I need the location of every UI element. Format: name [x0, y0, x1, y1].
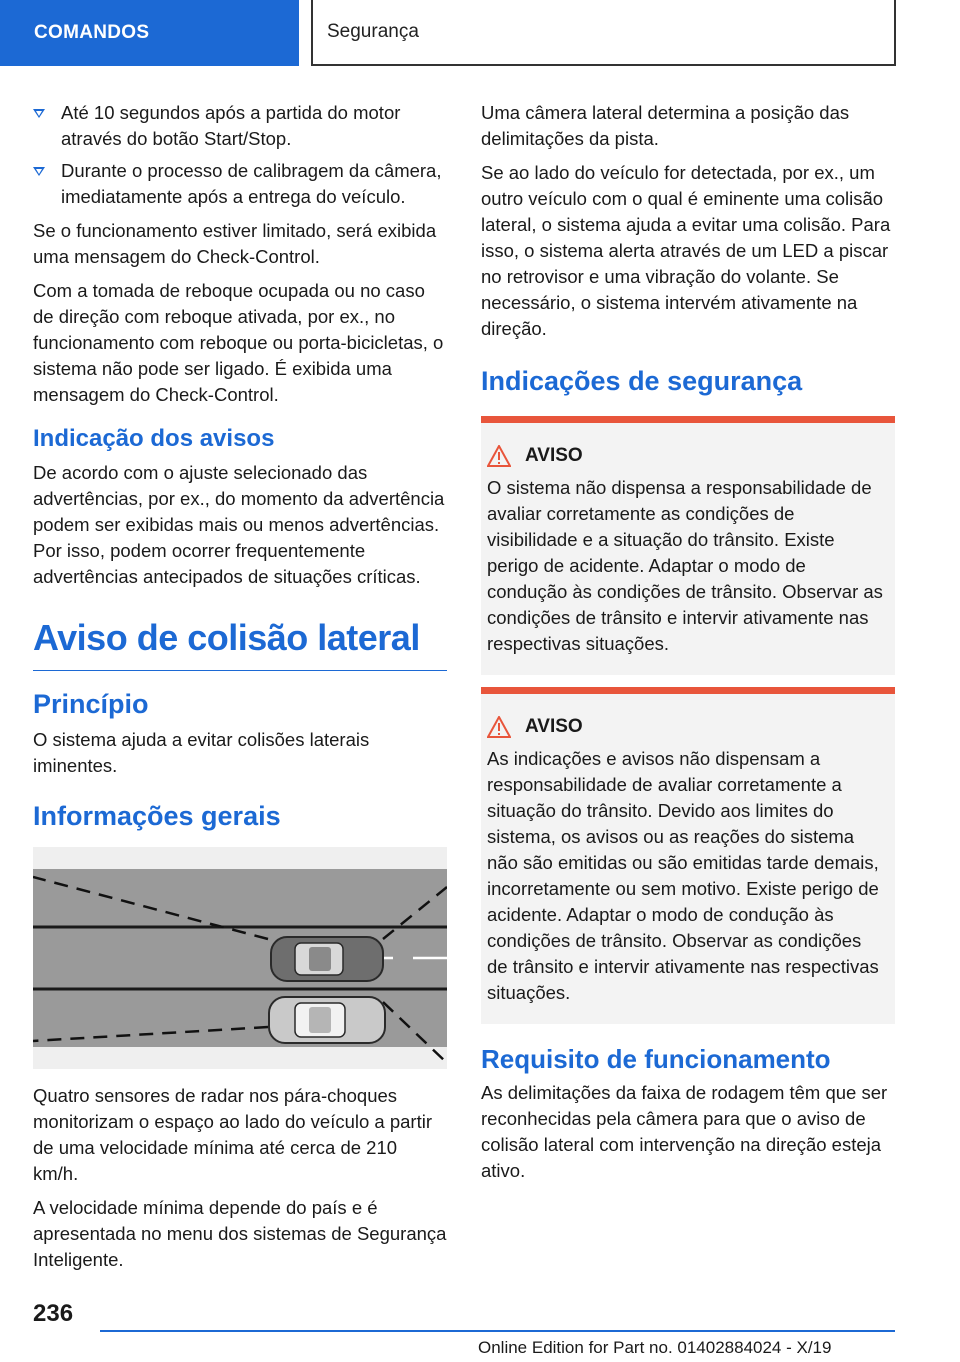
side-collision-diagram	[33, 847, 447, 1069]
warning-title: AVISO	[525, 716, 583, 737]
triangle-bullet-icon	[33, 167, 45, 176]
footer-divider	[100, 1330, 895, 1332]
page-header	[311, 0, 896, 66]
heading-seguranca: Indicações de segurança	[481, 366, 803, 396]
section-tab	[0, 0, 299, 66]
header-title: Segurança	[327, 21, 419, 42]
warning-triangle-icon	[487, 445, 511, 467]
paragraph: De acordo com o ajuste selecionado das advertências, por ex., do momento da advertência podem ser exibidas mais ou menos advertências. Por isso, podem ocorrer frequentemente advertências antecipados de situações críticas.	[33, 462, 445, 587]
warning-title: AVISO	[525, 445, 583, 466]
page-number: 236	[33, 1300, 74, 1327]
warning-box	[481, 416, 895, 675]
warning-text: As indicações e avisos não dispensam a responsabilidade de avaliar corretamente a situação do trânsito. Devido aos limites do sistema, os avisos ou as reações do sistema não são emitidas ou são emitidas tarde demais, incorretamente ou sem motivo. Existe perigo de acidente. Adaptar o modo de condução às condições de trânsito. Observar as condições de trânsito e intervir ativamente nas respectivas situações.	[487, 748, 879, 1003]
paragraph: Uma câmera lateral determina a posição das delimitações da pista.	[481, 102, 850, 149]
edition-note: Online Edition for Part no. 01402884024 - X/19	[478, 1338, 832, 1357]
heading-principio: Princípio	[33, 689, 149, 719]
car-icon	[271, 937, 383, 981]
heading-info: Informações gerais	[33, 801, 281, 831]
warning-box	[481, 687, 895, 1024]
warning-text: O sistema não dispensa a responsabilidade de avaliar corretamente as condições de visibilidade e a situação do trânsito. Existe perigo de acidente. Adaptar o modo de condução às condições de trânsito. Observar as condições de trânsito e intervir ativamente nas respectivas situações.	[487, 477, 883, 654]
paragraph: Se o funcionamento estiver limitado, será exibida uma mensagem do Check-Control.	[33, 220, 437, 267]
triangle-bullet-icon	[33, 109, 45, 118]
paragraph: A velocidade mínima depende do país e é apresentada no menu dos sistemas de Segurança Inteligente.	[33, 1197, 447, 1270]
paragraph: As delimitações da faixa de rodagem têm que ser reconhecidas pela câmera para que o aviso de colisão lateral com intervenção na direção esteja ativo.	[481, 1082, 888, 1181]
right-column	[481, 100, 895, 1192]
chapter-title: Aviso de colisão lateral	[33, 614, 447, 671]
warning-triangle-icon	[487, 716, 511, 738]
condition-list	[33, 100, 447, 210]
left-column	[33, 100, 447, 1281]
heading-requisito: Requisito de funcionamento	[481, 1044, 831, 1074]
section-label: COMANDOS	[34, 22, 150, 43]
heading-avisos: Indicação dos avisos	[33, 425, 275, 452]
car-icon	[269, 997, 385, 1043]
paragraph: Quatro sensores de radar nos pára-choques monitorizam o espaço ao lado do veículo a partir de uma velocidade mínima até cerca de 210 km/h.	[33, 1085, 432, 1184]
paragraph: Se ao lado do veículo for detectada, por ex., um outro veículo com o qual é eminente uma colisão lateral, o sistema ajuda a evitar uma colisão. Para isso, o sistema alerta através de um LED a piscar no retrovisor e uma vibração do volante. Se necessário, o sistema intervém ativamente na direção.	[481, 162, 891, 339]
paragraph: O sistema ajuda a evitar colisões laterais iminentes.	[33, 729, 370, 776]
paragraph: Com a tomada de reboque ocupada ou no caso de direção com reboque ativada, por ex., no funcionamento com reboque ou porta-bicicletas, o sistema não pode ser ligado. É exibida uma mensagem do Check-Control.	[33, 280, 444, 405]
list-item: Até 10 segundos após a partida do motor através do botão Start/Stop.	[33, 100, 447, 152]
list-item: Durante o processo de calibragem da câmera, imediatamente após a entrega do veículo.	[33, 158, 447, 210]
